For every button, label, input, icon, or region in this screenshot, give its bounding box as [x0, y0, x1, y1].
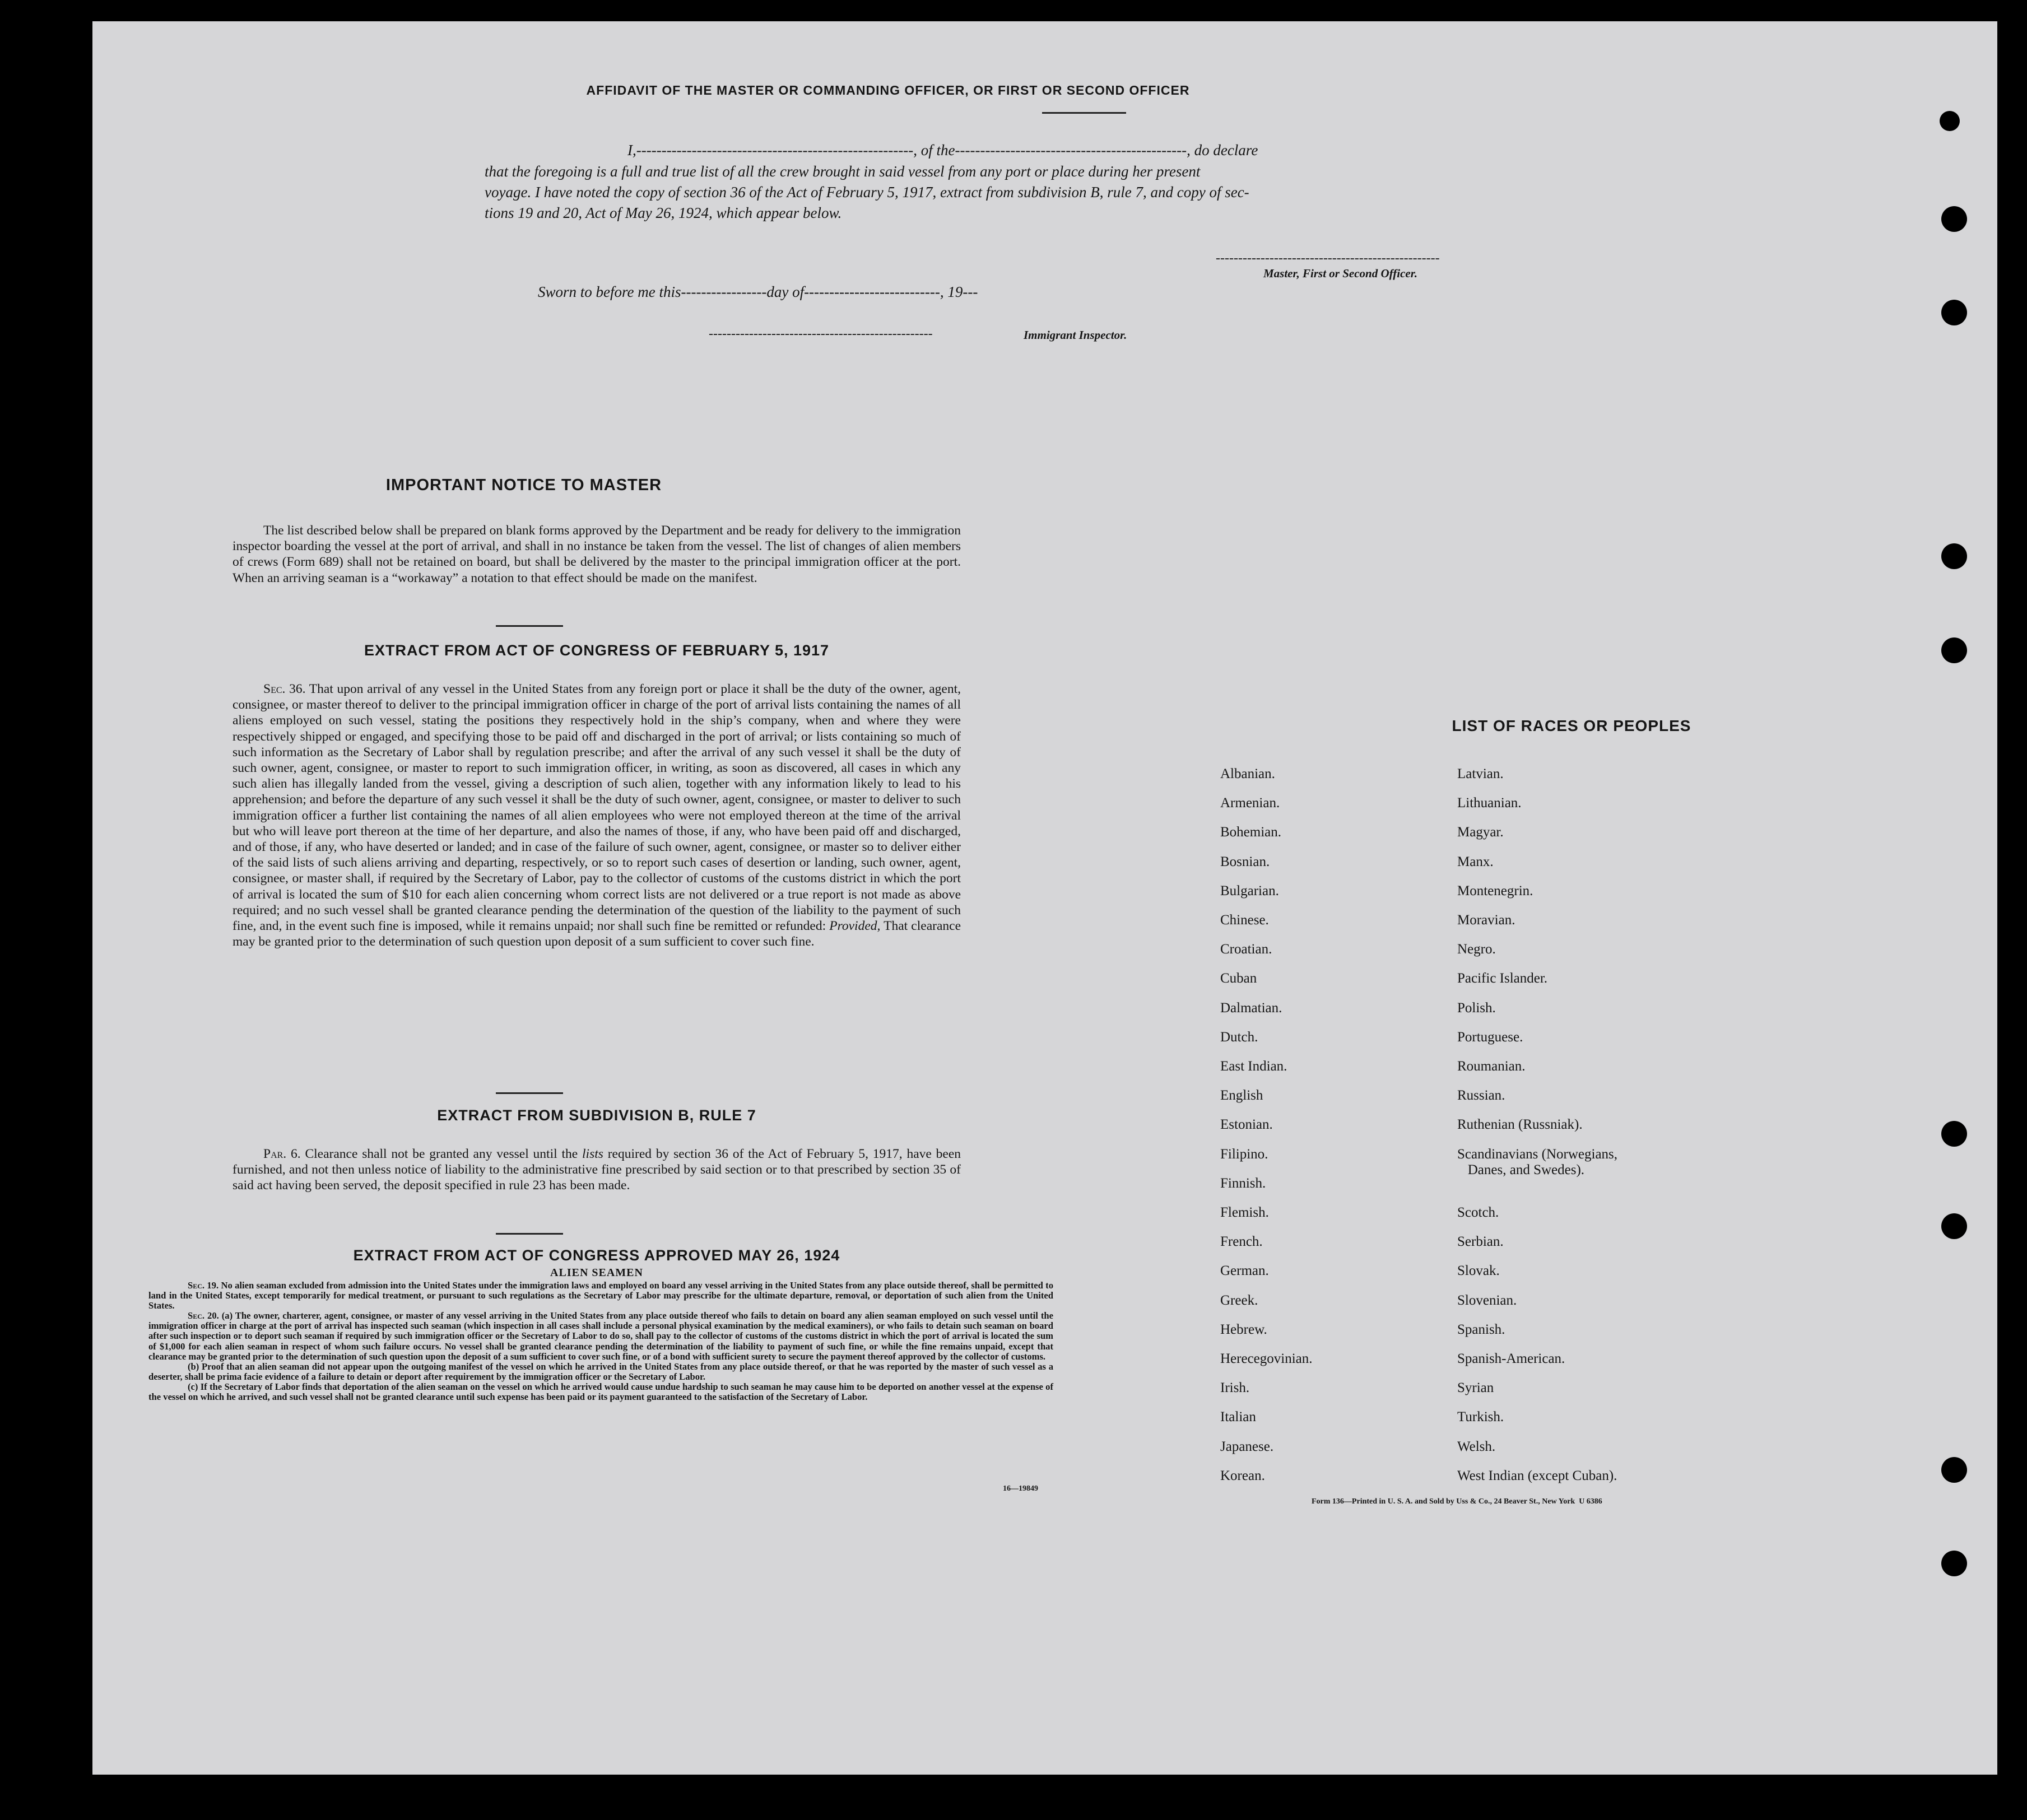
- race-item: Estonian.: [1220, 1117, 1273, 1133]
- signature-caption: Master, First or Second Officer.: [1263, 267, 1417, 280]
- race-item: Pacific Islander.: [1457, 971, 1548, 986]
- punch-hole: [1940, 111, 1960, 131]
- form-footer: Form 136—Printed in U. S. A. and Sold by Uss & Co., 24 Beaver St., New York U 6386: [1312, 1497, 1602, 1506]
- race-item: Portuguese.: [1457, 1029, 1523, 1045]
- race-item: English: [1220, 1088, 1263, 1104]
- race-item: German.: [1220, 1263, 1269, 1279]
- notice-text: The list described below shall be prepared on blank forms approved by the Department and be ready for delivery to the immigration inspector boarding the vessel at the port of arrival, and shall in no instance be taken from the vessel. The list of changes of alien members of crews (Form 689) shall not be retained on board, but shall be delivered by the master to the principal immigration officer at the port. When an arriving seaman is a “workaway” a notation to that effect should be made on the manifest.: [233, 523, 961, 585]
- race-item: Russian.: [1457, 1088, 1505, 1104]
- divider: [496, 1233, 563, 1235]
- race-item: Dutch.: [1220, 1029, 1258, 1045]
- race-item: Welsh.: [1457, 1439, 1496, 1454]
- extract-1924-heading: EXTRACT FROM ACT OF CONGRESS APPROVED MAY 26, 1924: [353, 1247, 840, 1264]
- race-item: Croatian.: [1220, 942, 1272, 957]
- race-item: Greek.: [1220, 1292, 1258, 1308]
- alien-seamen-subheading: ALIEN SEAMEN: [550, 1267, 643, 1279]
- race-item: Negro.: [1457, 942, 1496, 957]
- race-item: Chinese.: [1220, 913, 1269, 928]
- affidavit-line-4: tions 19 and 20, Act of May 26, 1924, which appear below.: [485, 204, 842, 221]
- race-item: Korean.: [1220, 1468, 1265, 1483]
- extract-1917-heading: EXTRACT FROM ACT OF CONGRESS OF FEBRUARY 5, 1917: [364, 642, 830, 659]
- punch-hole: [1941, 1457, 1967, 1483]
- divider: [1042, 112, 1126, 114]
- race-item: Magyar.: [1457, 825, 1504, 840]
- race-item: Herecegovinian.: [1220, 1351, 1313, 1366]
- section-36-text: Sec. 36. That upon arrival of any vessel in the United States from any foreign port or place it shall be the duty of the owner, agent, consignee, or master thereof to deliver to the principal immigration officer in charge of the port of arrival lists containing the names of all aliens employed on such vessel, stating the positions they respectively hold in the ship’s company, when and where they were respectively shipped or engaged, and specifying those to be paid off and discharged in the port of arrival; or lists containing so much of such information as the Secretary of Labor shall by regulation prescribe; and after the arrival of any such vessel it shall be the duty of such owner, agent, consignee, or master to report to such immigration officer, in writing, as soon as discovered, all cases in which any such alien has illegally landed from the vessel, giving a description of such alien, together with any information likely to lead to his apprehension; and before the departure of any such vessel it shall be the duty of such owner, agent, consignee, or master to deliver to such immigration officer a further list containing the names of all alien employees who were not employed thereon at the time of the arrival but who will leave port thereon at the time of her departure, and also the names of those, if any, who have been paid off and discharged, and of those, if any, who have deserted or landed; and in case of the failure of such owner, agent, consignee, or master so to deliver either of the said lists of such aliens arriving and departing, respectively, or so to report such cases of desertion or landing, such owner, agent, consignee, or master shall, if required by the Secretary of Labor, pay to the collector of customs of the customs district in which the port of arrival is located the sum of $10 for each alien concerning whom correct lists are not delivered or a true report is not made as above required; and no such vessel shall be granted clearance pending the determination of the question of the liability to the payment of such fine, and, in the event such fine is imposed, while it remains unpaid; nor shall such fine be remitted or refunded: Provided, That clearance may be granted prior to the determination of such question upon deposit of a sum sufficient to cover such fine.: [233, 682, 961, 949]
- race-item: Irish.: [1220, 1380, 1250, 1396]
- punch-hole: [1941, 543, 1967, 569]
- race-item: Flemish.: [1220, 1205, 1269, 1220]
- punch-hole: [1941, 1551, 1967, 1576]
- inspector-line: --------------------------------------------------: [709, 327, 933, 341]
- paragraph-label: Par. 6.: [263, 1147, 301, 1161]
- race-item: Latvian.: [1457, 766, 1504, 781]
- race-item: Polish.: [1457, 1000, 1496, 1016]
- race-item: Roumanian.: [1457, 1059, 1526, 1074]
- race-item: Ruthenian (Russniak).: [1457, 1117, 1583, 1133]
- document-page: [92, 21, 1997, 1775]
- punch-hole: [1941, 1213, 1967, 1239]
- race-item: Armenian.: [1220, 795, 1280, 811]
- form-code: 16—19849: [1003, 1484, 1038, 1493]
- race-item: French.: [1220, 1234, 1263, 1250]
- race-item: Filipino.: [1220, 1146, 1268, 1162]
- divider: [496, 1092, 563, 1094]
- race-item: Manx.: [1457, 854, 1494, 869]
- paragraph-6-text: Par. 6. Clearance shall not be granted any vessel until the lists required by section 36 of the Act of February 5, 1917, have been furnished, and not then unless notice of liability to the administrative fine prescribed by said section or to that prescribed by section 35 of said act having been served, the deposit specified in rule 23 has been made.: [233, 1147, 961, 1193]
- race-item: Cuban: [1220, 971, 1257, 986]
- race-item: Serbian.: [1457, 1234, 1504, 1250]
- race-item: Slovak.: [1457, 1263, 1500, 1279]
- affidavit-line-2: that the foregoing is a full and true list of all the crew brought in said vessel from any port or place during her present: [485, 163, 1201, 180]
- race-item: Italian: [1220, 1409, 1256, 1425]
- races-heading: LIST OF RACES OR PEOPLES: [1452, 717, 1691, 734]
- race-item: East Indian.: [1220, 1059, 1287, 1074]
- inspector-caption: Immigrant Inspector.: [1024, 328, 1127, 342]
- punch-hole: [1941, 300, 1967, 325]
- race-item: Albanian.: [1220, 766, 1275, 781]
- sworn-line: Sworn to before me this-----------------day of---------------------------, 19---: [538, 283, 978, 300]
- extract-1924-text: Sec. 19. No alien seaman excluded from admission into the United States under the immigration laws and employed on board any vessel arriving in the United States from any place outside thereof, shall be permitted to land in the United States, except temporarily for medical treatment, or pursuant to such regulations as the Secretary of Labor may prescribe for the ultimate departure, removal, or deportation of such alien from the United States. Sec. 20. (a) The owner, charterer, agent, consignee, or master of any vessel arriving in the United States from any place outside thereof who fails to detain on board any alien seaman employed on such vessel until the immigration officer in charge at the port of arrival has inspected such seaman (which inspection in all cases shall include a personal physical examination by the medical examiners), or who fails to detain such seaman on board after such inspection or to deport such seaman if required by such immigration officer or the Secretary of Labor to do so, shall pay to the collector of customs of the customs district in which the port of arrival is located the sum of $1,000 for each alien seaman in respect of whom such failure occurs. No vessel shall be granted clearance pending the determination of the liability to payment of such fine, or while the fine remains unpaid, except that clearance may be granted prior to the determination of such question upon the deposit of a sum sufficient to cover such fine, or of a bond with sufficient surety to secure the payment thereof approved by the collector of customs. (b) Proof that an alien seaman did not appear upon the outgoing manifest of the vessel on which he arrived in the United States from any place outside thereof, or that he was reported by the master of such vessel as a deserter, shall be prima facie evidence of a failure to detain or deport after requirement by the immigration officer or the Secretary of Labor. (c) If the Secretary of Labor finds that deportation of the alien seaman on the vessel on which he arrived would cause undue hardship to such seaman he may cause him to be deported on another vessel at the expense of the vessel on which he arrived, and such vessel shall not be granted clearance until such expense has been paid or its payment guaranteed to the satisfaction of the Secretary of Labor.: [148, 1280, 1053, 1403]
- punch-hole: [1941, 1121, 1967, 1147]
- race-item: Turkish.: [1457, 1409, 1504, 1425]
- race-item: Bohemian.: [1220, 825, 1282, 840]
- affidavit-heading: AFFIDAVIT OF THE MASTER OR COMMANDING OFFICER, OR FIRST OR SECOND OFFICER: [586, 83, 1190, 97]
- race-item: Dalmatian.: [1220, 1000, 1282, 1016]
- race-item: Moravian.: [1457, 913, 1515, 928]
- notice-heading: IMPORTANT NOTICE TO MASTER: [385, 476, 662, 494]
- rule7-heading: EXTRACT FROM SUBDIVISION B, RULE 7: [437, 1107, 756, 1124]
- race-item: Montenegrin.: [1457, 883, 1533, 899]
- affidavit-line-1: I,-------------------------------------------------------, of the----------------------------------------------, do declare: [627, 142, 1258, 159]
- affidavit-line-3: voyage. I have noted the copy of section 36 of the Act of February 5, 1917, extract from subdivision B, rule 7, and copy of sec-: [485, 184, 1249, 201]
- race-item: Hebrew.: [1220, 1321, 1267, 1337]
- race-item: Bulgarian.: [1220, 883, 1279, 899]
- race-item: Japanese.: [1220, 1439, 1274, 1454]
- race-item: Syrian: [1457, 1380, 1494, 1396]
- divider: [496, 625, 563, 627]
- section-label: Sec. 36.: [263, 682, 306, 696]
- punch-hole: [1941, 637, 1967, 663]
- race-item: Bosnian.: [1220, 854, 1270, 869]
- race-item: Scotch.: [1457, 1205, 1499, 1220]
- race-item: Finnish.: [1220, 1175, 1266, 1191]
- signature-line: --------------------------------------------------: [1216, 251, 1440, 266]
- race-item: West Indian (except Cuban).: [1457, 1468, 1617, 1483]
- race-item: Slovenian.: [1457, 1292, 1517, 1308]
- race-item: Spanish.: [1457, 1321, 1505, 1337]
- race-item: Spanish-American.: [1457, 1351, 1565, 1366]
- race-item: Lithuanian.: [1457, 795, 1522, 811]
- race-item: Scandinavians (Norwegians, Danes, and Swedes).: [1457, 1146, 1618, 1177]
- punch-hole: [1941, 206, 1967, 232]
